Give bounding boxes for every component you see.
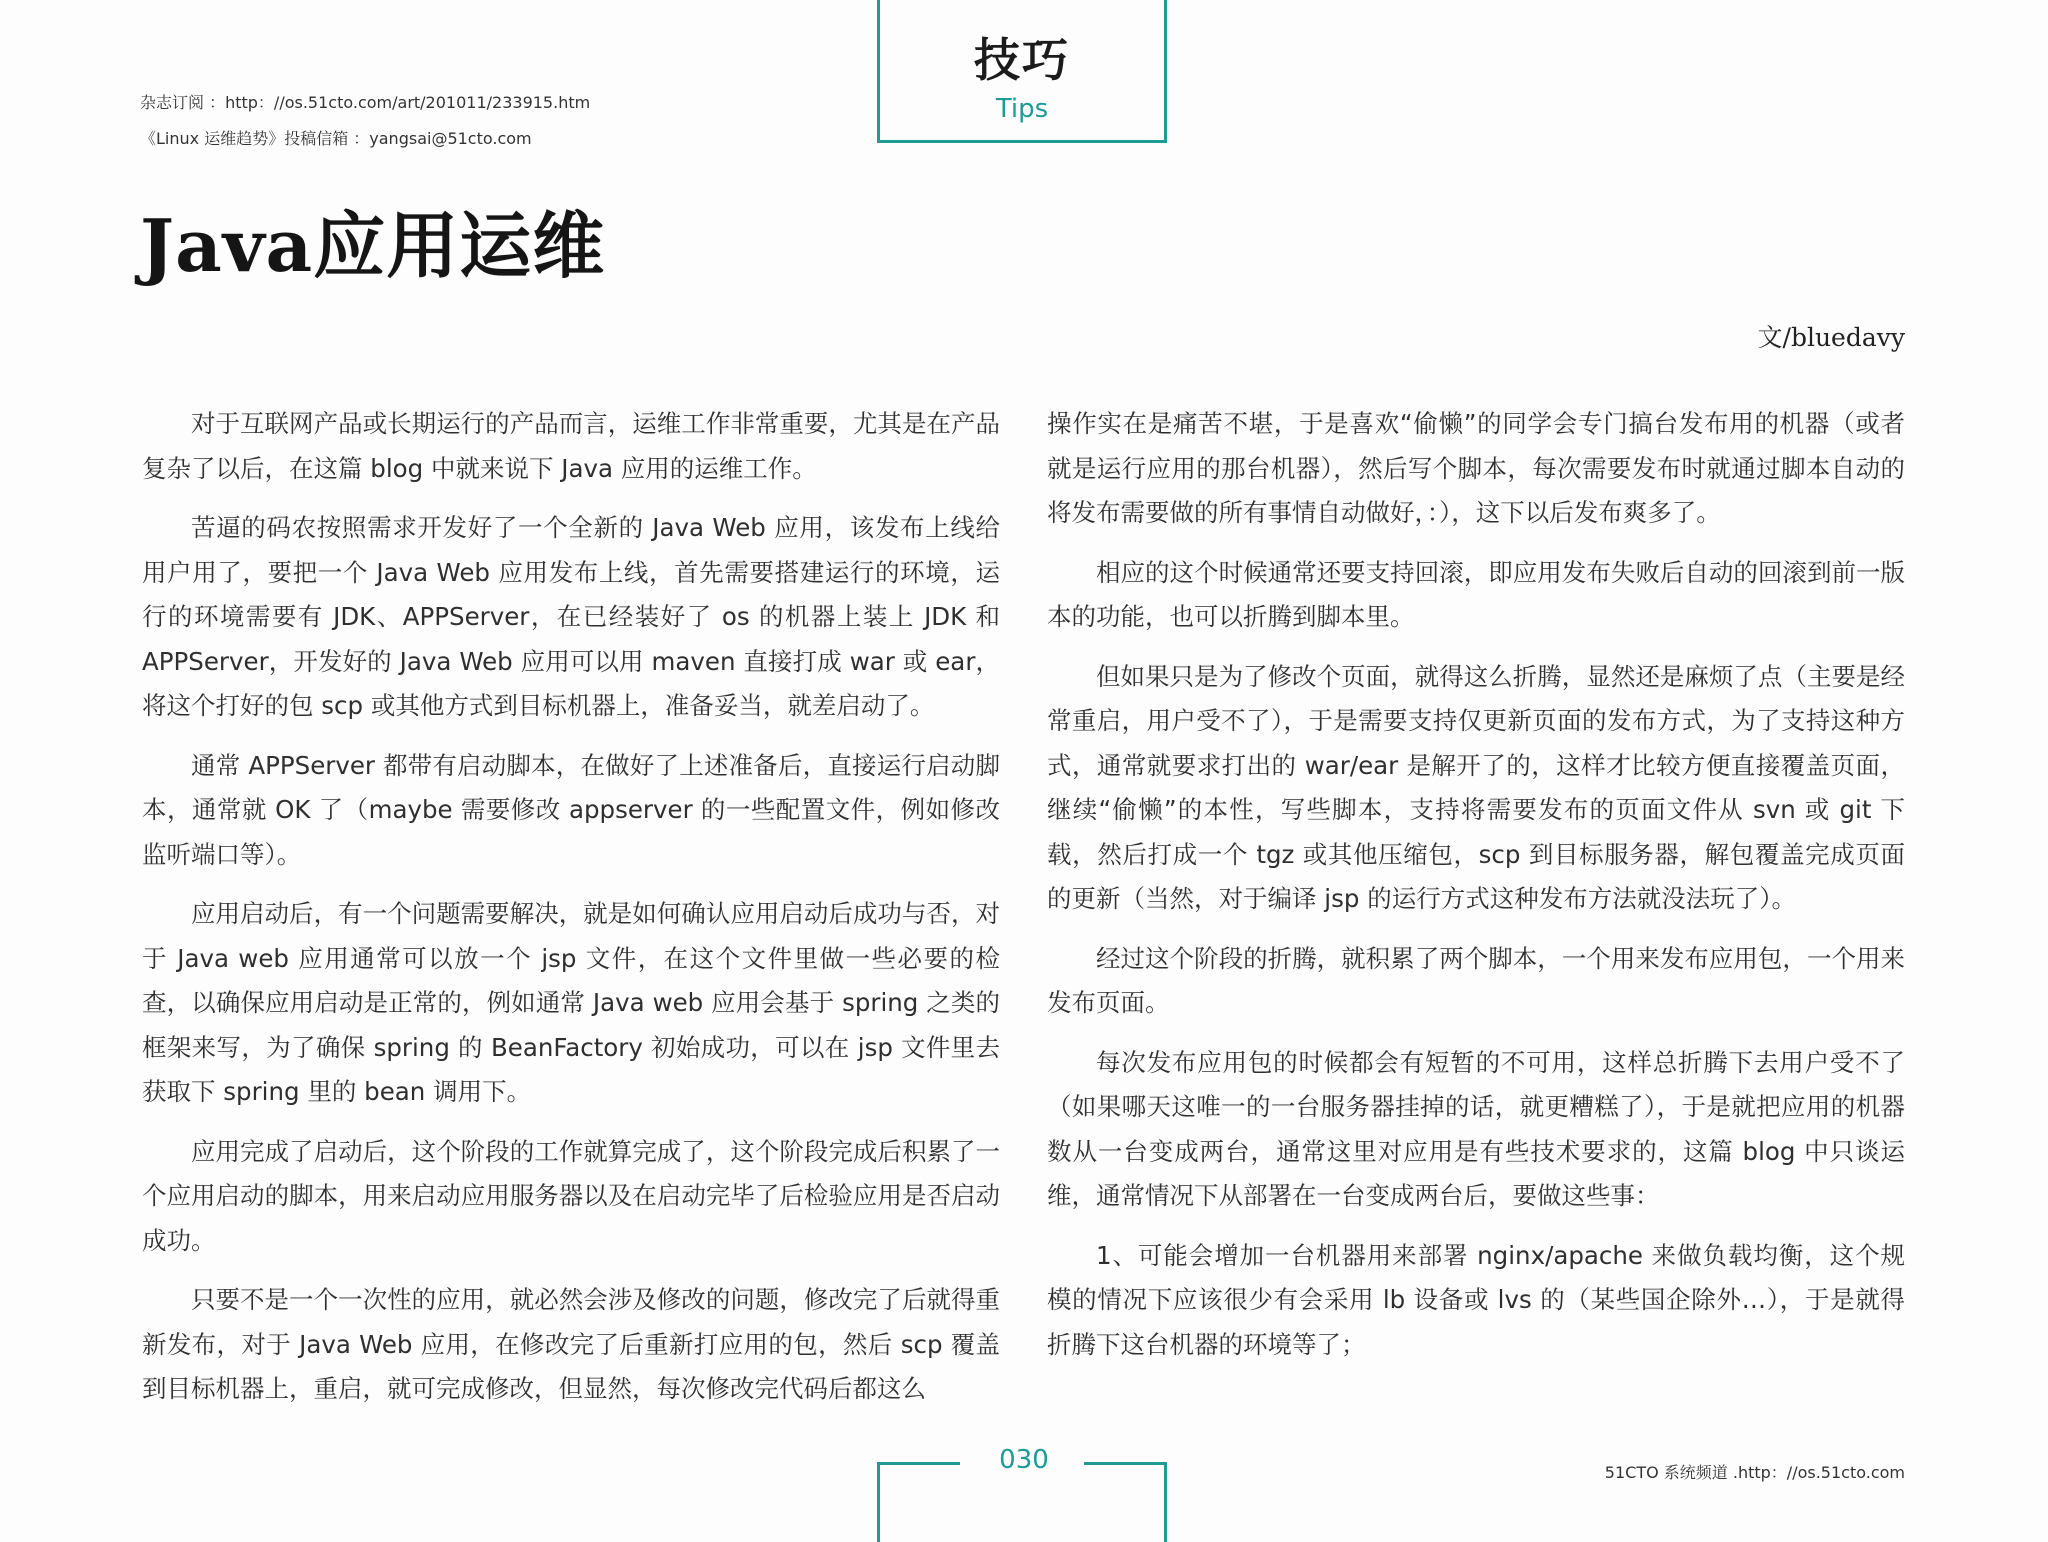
subscribe-line: 杂志订阅 ：http：//os.51cto.com/art/201011/233915.htm	[140, 93, 591, 112]
paragraph: 应用启动后，有一个问题需要解决，就是如何确认应用启动后成功与否，对于 Java web 应用通常可以放一个 jsp 文件，在这个文件里做一些必要的检查，以确保应用启动是正常的，例如通常 Java web 应用会基于 spring 之类的框架来写，为了确保 spring 的 BeanFactory 初始成功，可以在 jsp 文件里去获取下 spring 里的 bean 调用下。	[142, 899, 1000, 1106]
paragraph: 苦逼的码农按照需求开发好了一个全新的 Java Web 应用，该发布上线给用户用了，要把一个 Java Web 应用发布上线，首先需要搭建运行的环境，运行的环境需要有 JDK、APPServer，在已经装好了 os 的机器上装上 JDK 和 APPServer，开发好的 Java Web 应用可以用 maven 直接打成 war 或 ear，将这个打好的包 scp 或其他方式到目标机器上，准备妥当，就差启动了。	[142, 513, 1000, 720]
article-author: 文/bluedavy	[1757, 323, 1905, 352]
paragraph: 每次发布应用包的时候都会有短暂的不可用，这样总折腾下去用户受不了（如果哪天这唯一的一台服务器挂掉的话，就更糟糕了），于是就把应用的机器数从一台变成两台，通常这里对应用是有些技术要求的，这篇 blog 中只谈运维，通常情况下从部署在一台变成两台后，要做这些事：	[1047, 1047, 1905, 1210]
paragraph: 但如果只是为了修改个页面，就得这么折腾，显然还是麻烦了点（主要是经常重启，用户受不了），于是需要支持仅更新页面的发布方式，为了支持这种方式，通常就要求打出的 war/ear 是解开了的，这样才比较方便直接覆盖页面，继续“偷懒”的本性，写些脚本，支持将需要发布的页面文件从 svn 或 git 下载，然后打成一个 tgz 或其他压缩包，scp 到目标服务器，解包覆盖完成页面的更新（当然，对于编译 jsp 的运行方式这种发布方法就没法玩了）。	[1047, 661, 1905, 913]
right-column	[1047, 402, 1905, 1382]
paragraph: 经过这个阶段的折腾，就积累了两个脚本，一个用来发布应用包，一个用来发布页面。	[1047, 943, 1905, 1017]
section-title-cn: 技巧	[974, 33, 1070, 87]
page-number: 030	[999, 1445, 1049, 1475]
paragraph: 对于互联网产品或长期运行的产品而言，运维工作非常重要，尤其是在产品复杂了以后，在这篇 blog 中就来说下 Java 应用的运维工作。	[142, 409, 1000, 483]
section-title-en: Tips	[995, 94, 1049, 124]
channel-footer: 51CTO 系统频道 .http：//os.51cto.com	[1604, 1463, 1905, 1482]
section-header-box	[877, 0, 1167, 143]
left-column	[142, 402, 1000, 1427]
submission-email-line: 《Linux 运维趋势》投稿信箱 ：yangsai@51cto.com	[140, 129, 532, 148]
paragraph: 应用完成了启动后，这个阶段的工作就算完成了，这个阶段完成后积累了一个应用启动的脚本，用来启动应用服务器以及在启动完毕了后检验应用是否启动成功。	[142, 1136, 1000, 1255]
paragraph: 1、可能会增加一台机器用来部署 nginx/apache 来做负载均衡，这个规模的情况下应该很少有会采用 lb 设备或 lvs 的（某些国企除外…），于是就得折腾下这台机器的环境等了；	[1047, 1240, 1905, 1359]
article-title: Java应用运维	[140, 203, 606, 288]
paragraph-continuation: 操作实在是痛苦不堪，于是喜欢“偷懒”的同学会专门搞台发布用的机器（或者就是运行应用的那台机器），然后写个脚本，每次需要发布时就通过脚本自动的将发布需要做的所有事情自动做好，：），这下以后发布爽多了。	[1047, 409, 1905, 527]
paragraph: 相应的这个时候通常还要支持回滚，即应用发布失败后自动的回滚到前一版本的功能，也可以折腾到脚本里。	[1047, 557, 1905, 631]
paragraph: 通常 APPServer 都带有启动脚本，在做好了上述准备后，直接运行启动脚本，通常就 OK 了（maybe 需要修改 appserver 的一些配置文件，例如修改监听端口等）。	[142, 750, 1000, 869]
paragraph: 只要不是一个一次性的应用，就必然会涉及修改的问题，修改完了后就得重新发布，对于 Java Web 应用，在修改完了后重新打应用的包，然后 scp 覆盖到目标机器上，重启，就可完成修改，但显然，每次修改完代码后都这么	[142, 1285, 1000, 1403]
